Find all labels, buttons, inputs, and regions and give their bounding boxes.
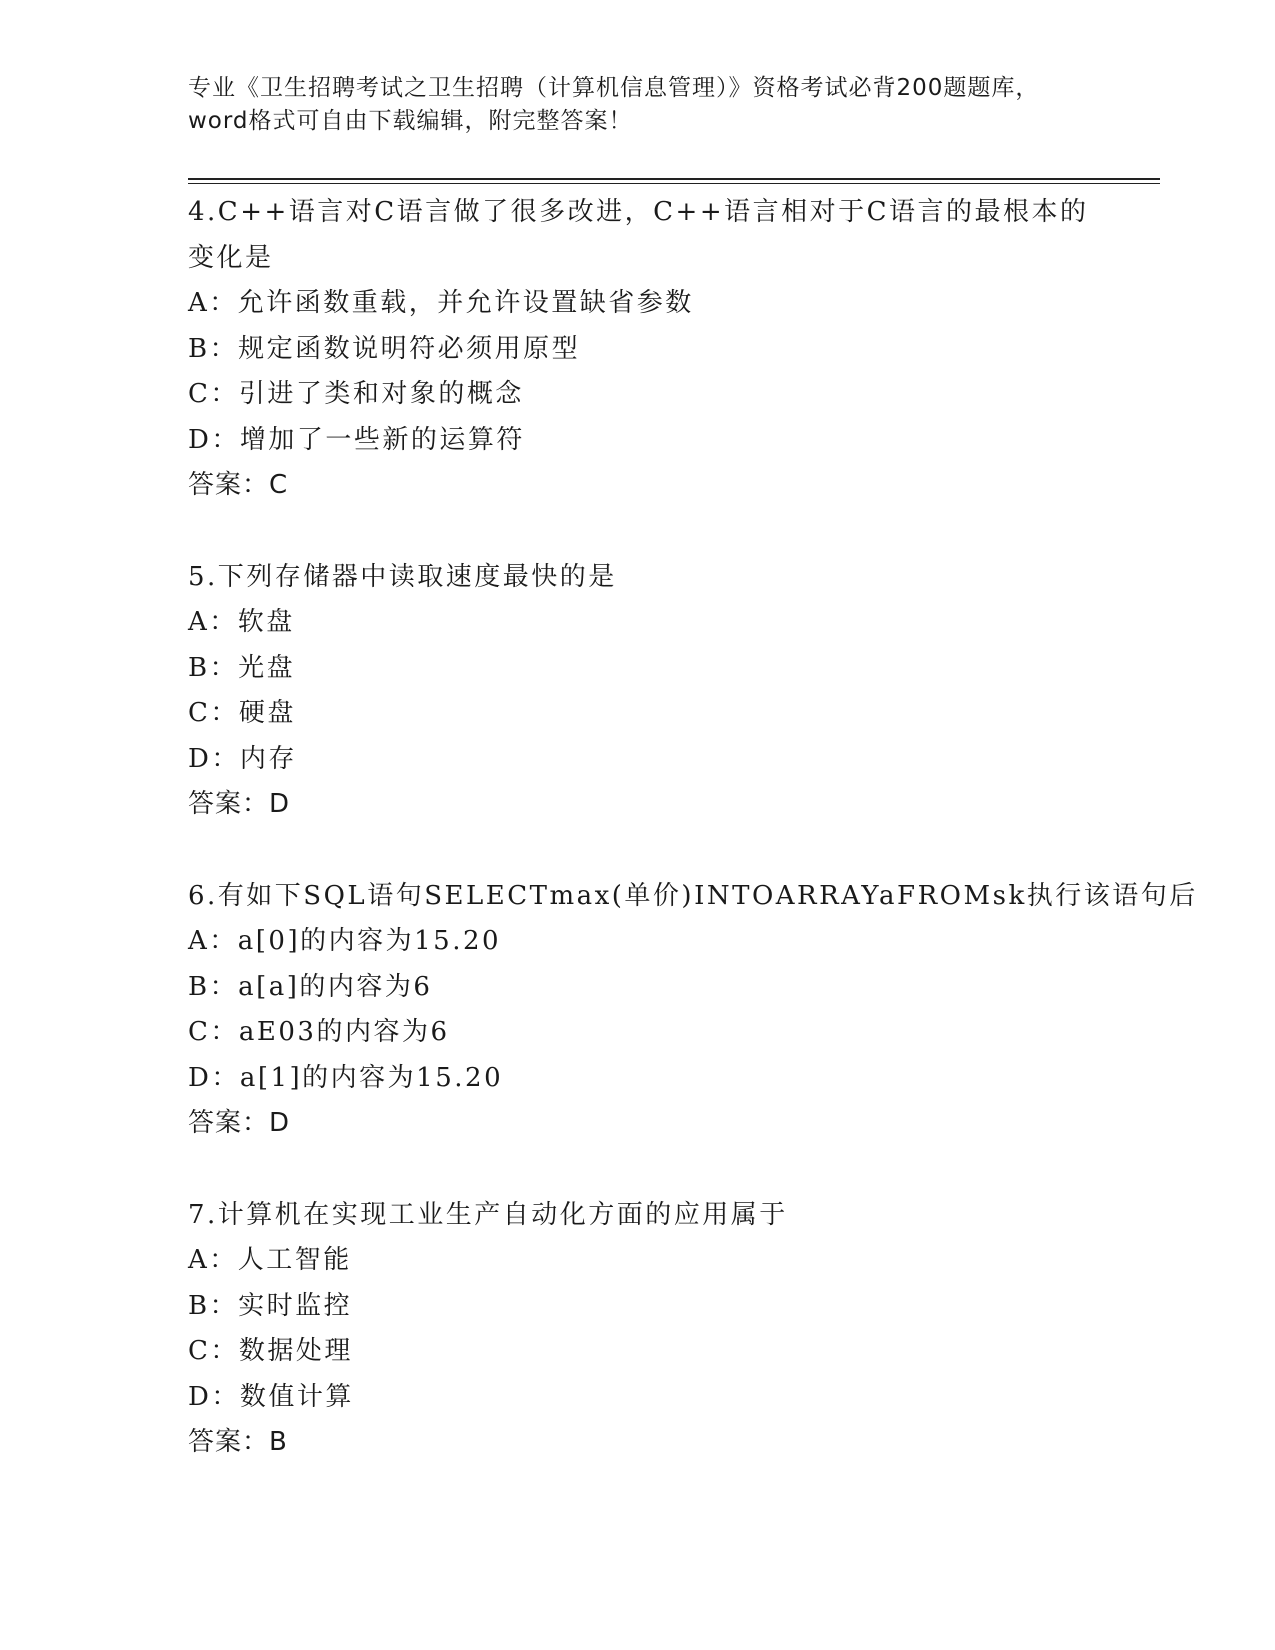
header-divider-thin [188,183,1160,184]
option-c: C：引进了类和对象的概念 [188,379,524,409]
option-a: A：人工智能 [188,1245,352,1275]
option-d: D：a[1]的内容为15.20 [188,1062,504,1093]
header-line: 专业《卫生招聘考试之卫生招聘（计算机信息管理）》资格考试必背200题题库， [188,75,1040,101]
answer-line: 答案：B [188,1427,288,1457]
option-b: B：实时监控 [188,1290,353,1321]
question-5 [188,555,1148,828]
question-stem: 变化是 [188,242,274,273]
question-stem: 5.下列存储器中读取速度最快的是 [188,561,617,592]
question-stem: 6.有如下SQL语句SELECTmax(单价)INTOARRAYaFROMsk执行该语句后 [188,880,1198,911]
option-b: B：a[a]的内容为6 [188,971,433,1002]
question-7 [188,1193,1148,1466]
header-divider [188,178,1160,180]
option-b: B：光盘 [188,652,296,683]
question-4 [188,190,1148,509]
header-line: word格式可自由下载编辑，附完整答案！ [188,108,633,134]
option-c: C：aE03的内容为6 [188,1017,450,1047]
option-c: C：硬盘 [188,698,296,728]
option-a: A：软盘 [188,607,295,637]
question-list [188,190,1198,1512]
option-d: D：增加了一些新的运算符 [188,424,525,455]
answer-line: 答案：D [188,1108,291,1138]
question-6 [188,874,1198,1147]
document-header [188,72,1148,138]
answer-line: 答案：C [188,470,289,500]
question-stem: 7.计算机在实现工业生产自动化方面的应用属于 [188,1199,788,1230]
option-c: C：数据处理 [188,1336,353,1366]
answer-line: 答案：D [188,789,291,819]
option-a: A：a[0]的内容为15.20 [188,926,502,956]
option-d: D：数值计算 [188,1381,354,1412]
option-d: D：内存 [188,743,297,774]
option-b: B：规定函数说明符必须用原型 [188,333,581,364]
question-stem: 4.C++语言对C语言做了很多改进，C++语言相对于C语言的最根本的 [188,197,1089,227]
option-a: A：允许函数重载，并允许设置缺省参数 [188,288,694,318]
